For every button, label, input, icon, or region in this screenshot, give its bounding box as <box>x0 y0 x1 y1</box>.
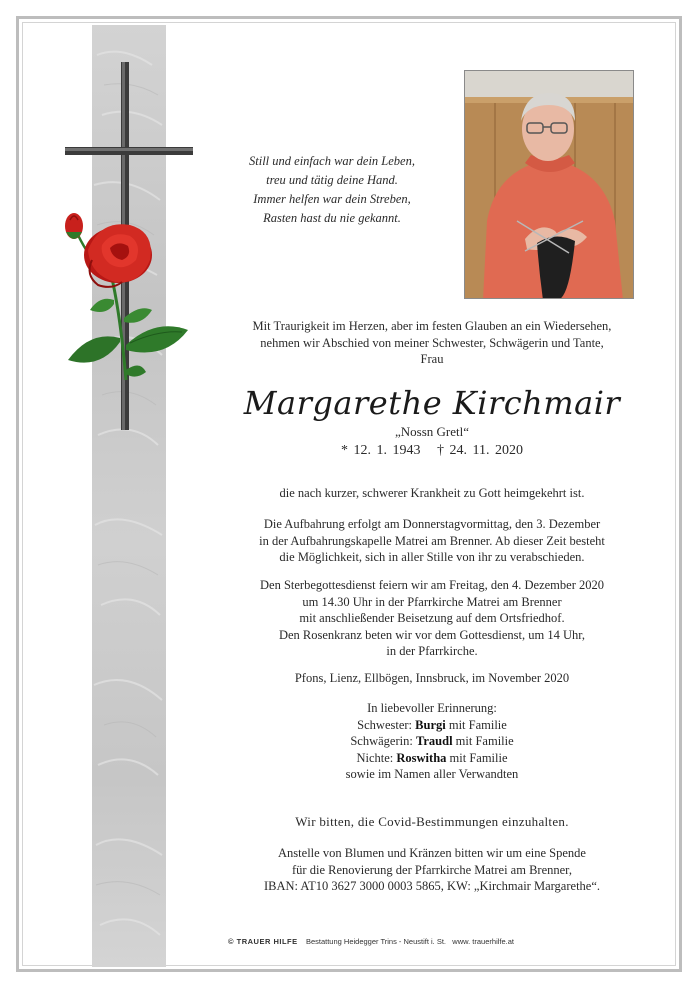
mourner-row <box>200 733 664 750</box>
viewing-line: die Möglichkeit, sich in aller Stille von ihr zu verabschieden. <box>279 550 585 564</box>
viewing-text <box>200 516 664 566</box>
service-line: in der Pfarrkirche. <box>386 644 478 658</box>
footer-undertaker: Bestattung Heidegger Trins - Neustift i. St. <box>305 937 447 946</box>
cross-icon <box>50 60 200 435</box>
footer <box>228 937 648 946</box>
mourner-role: Schwester: <box>357 717 413 732</box>
deceased-name: Margarethe Kirchmair <box>243 384 621 422</box>
mourners-heading: In liebevoller Erinnerung: <box>367 701 497 715</box>
mourner-row <box>200 750 664 767</box>
birth-date: * 12. 1. 1943 <box>341 443 421 458</box>
mourner-name: Roswitha <box>396 750 447 765</box>
service-line: Den Sterbegottesdienst feiern wir am Freitag, den 4. Dezember 2020 <box>260 578 604 592</box>
donation-line: Anstelle von Blumen und Kränzen bitten wir um eine Spende <box>278 846 586 860</box>
service-text <box>200 577 664 660</box>
mourners <box>200 700 664 783</box>
mourner-suffix: mit Familie <box>455 734 514 748</box>
donation-line: für die Renovierung der Pfarrkirche Matrei am Brenner, <box>292 862 572 877</box>
donation-line: IBAN: AT10 3627 3000 0003 5865, KW: „Kirchmair Margarethe“. <box>263 879 601 893</box>
poem-line: Immer helfen war dein Streben, <box>253 192 411 206</box>
service-line: um 14.30 Uhr in der Pfarrkirche Matrei am Brenner <box>302 594 562 609</box>
service-line: mit anschließender Beisetzung auf dem Ortsfriedhof. <box>299 611 565 625</box>
death-date: † 24. 11. 2020 <box>437 443 523 458</box>
intro-text <box>200 318 664 368</box>
service-line: Den Rosenkranz beten wir vor dem Gottesdienst, um 14 Uhr, <box>278 627 586 642</box>
mourner-role: Schwägerin: <box>350 734 413 748</box>
poem-line: Still und einfach war dein Leben, <box>249 154 415 168</box>
mourner-suffix: mit Familie <box>449 750 508 765</box>
covid-note <box>200 814 664 831</box>
donation-text <box>200 845 664 895</box>
viewing-line: in der Aufbahrungskapelle Matrei am Brenner. Ab dieser Zeit besteht <box>259 533 605 548</box>
intro-line: nehmen wir Abschied von meiner Schwester, Schwägerin und Tante, <box>260 335 604 350</box>
covid-line: Wir bitten, die Covid-Bestimmungen einzuhalten. <box>295 814 569 829</box>
mourners-closing: sowie im Namen aller Verwandten <box>345 767 519 781</box>
viewing-line: Die Aufbahrung erfolgt am Donnerstagvormittag, den 3. Dezember <box>263 517 601 531</box>
footer-brand: © TRAUER HILFE <box>228 937 298 946</box>
portrait-image-icon <box>465 71 634 299</box>
death-note <box>200 485 664 502</box>
mourner-name: Traudl <box>415 734 453 748</box>
deceased-nickname: „Nossn Gretl“ <box>394 424 469 439</box>
mourner-row <box>200 717 664 734</box>
poem-line: treu und tätig deine Hand. <box>266 173 398 187</box>
places-date <box>200 670 664 687</box>
poem <box>232 152 432 228</box>
death-note-line: die nach kurzer, schwerer Krankheit zu Gott heimgekehrt ist. <box>279 486 585 500</box>
mourner-role: Nichte: <box>356 750 394 765</box>
intro-line: Frau <box>420 352 444 366</box>
footer-website[interactable]: www. trauerhilfe.at <box>452 937 514 946</box>
portrait-photo <box>464 70 634 299</box>
mourner-suffix: mit Familie <box>448 717 507 732</box>
cross-with-rose <box>50 60 200 435</box>
mourner-name: Burgi <box>415 717 446 732</box>
poem-line: Rasten hast du nie gekannt. <box>263 211 401 225</box>
intro-line: Mit Traurigkeit im Herzen, aber im festen Glauben an ein Wiedersehen, <box>252 319 612 333</box>
life-dates <box>200 443 664 459</box>
places-line: Pfons, Lienz, Ellbögen, Innsbruck, im November 2020 <box>294 671 570 685</box>
